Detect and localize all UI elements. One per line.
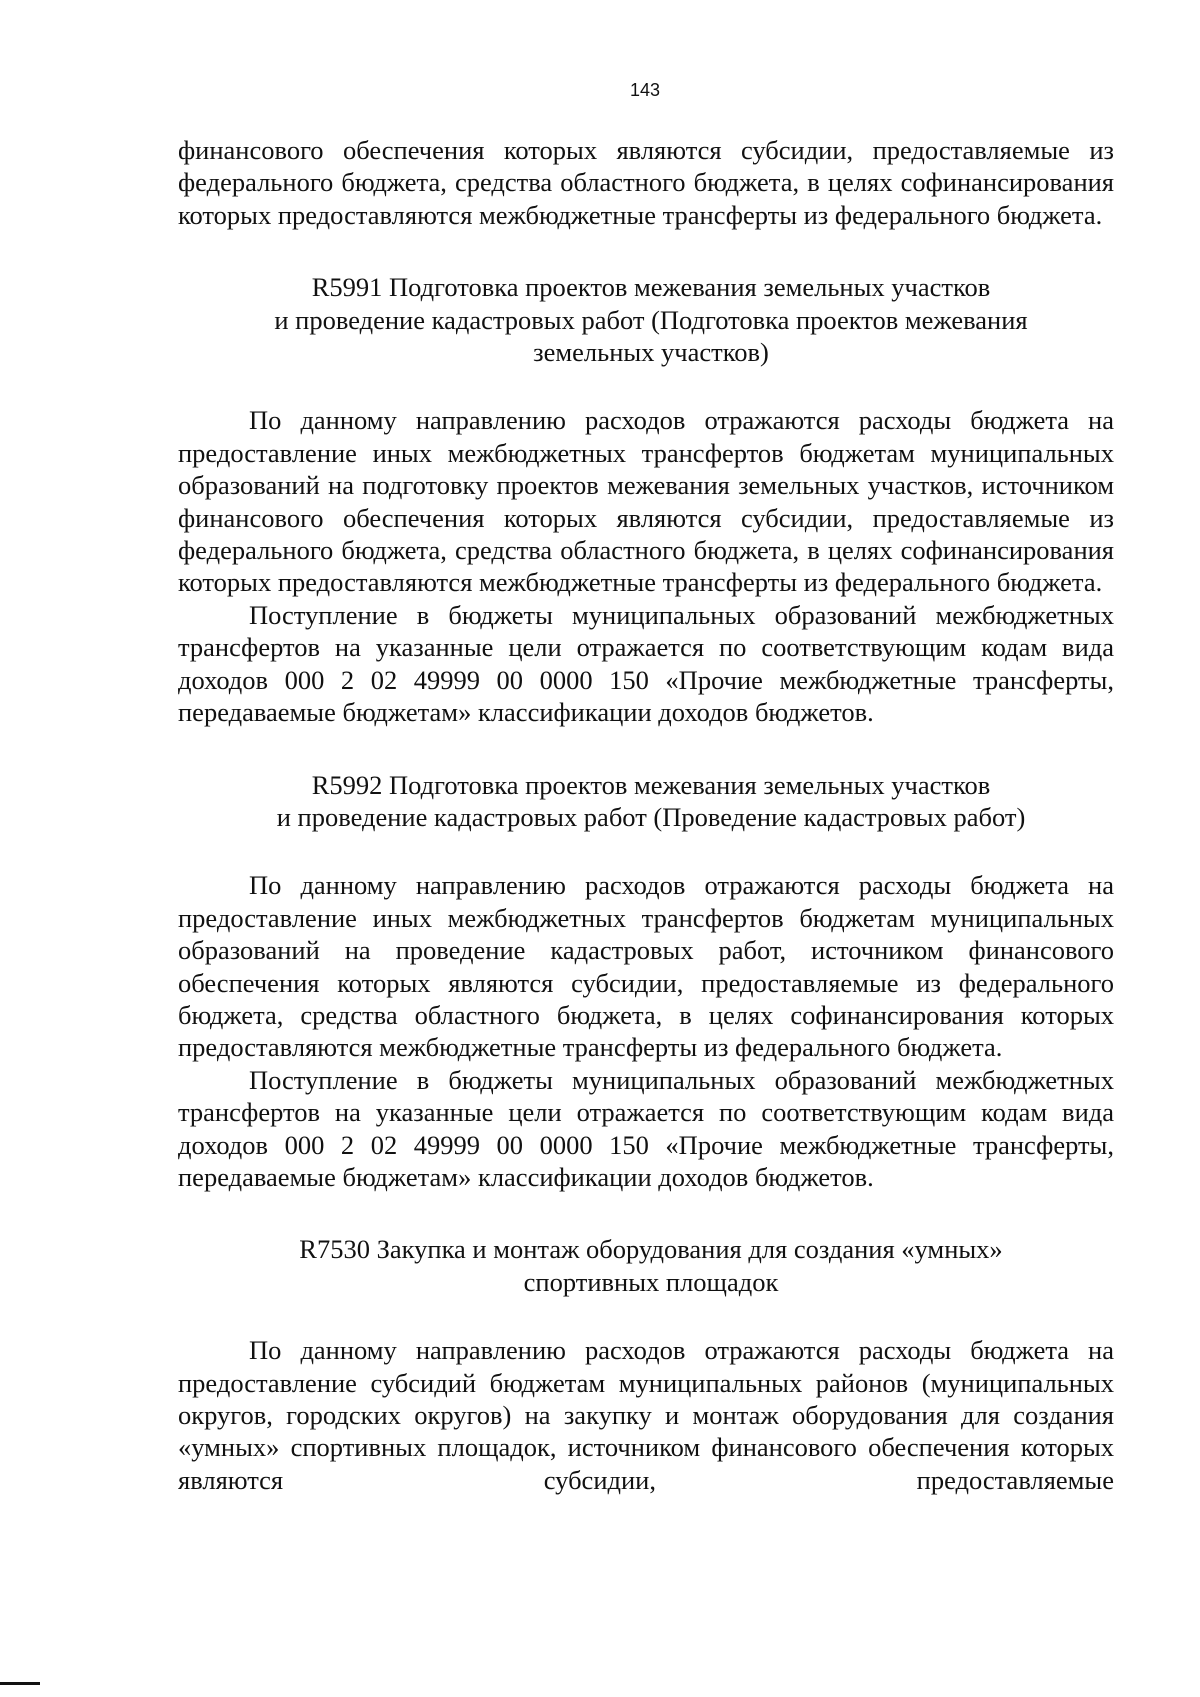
heading-line: R7530 Закупка и монтаж оборудования для создания «умных» — [299, 1234, 1003, 1265]
paragraph: По данному направлению расходов отражаются расходы бюджета на предоставление субсидий бюджетам муниципальных районов (муниципальных округов, городских округов) на закупку и монтаж оборудования для создания «умных» спортивных площадок, источником финансового обеспечения которых являются субсидии, предоставляемые — [178, 1335, 1114, 1495]
paragraph: По данному направлению расходов отражаются расходы бюджета на предоставление иных межбюджетных трансфертов бюджетам муниципальных образований на проведение кадастровых работ, источником финансового обеспечения которых являются субсидии, предоставляемые из федерального бюджета, средства областного бюджета, в целях софинансирования которых предоставляются межбюджетные трансферты из федерального бюджета. — [178, 870, 1114, 1063]
intro-paragraph: финансового обеспечения которых являются субсидии, предоставляемые из федерального бюджета, средства областного бюджета, в целях софинансирования которых предоставляются межбюджетные трансферты из федерального бюджета. — [178, 135, 1114, 230]
page-number: 143 — [629, 80, 661, 100]
heading-line: R5992 Подготовка проектов межевания земельных участков — [311, 769, 991, 800]
paragraph: Поступление в бюджеты муниципальных образований межбюджетных трансфертов на указанные цели отражается по соответствующим кодам вида доходов 000 2 02 49999 00 0000 150 «Прочие межбюджетные трансферты, передаваемые бюджетам» классификации доходов бюджетов. — [178, 1064, 1114, 1192]
section-heading-r5991 — [178, 271, 1114, 368]
section-heading-r7530 — [178, 1233, 1114, 1298]
heading-line: и проведение кадастровых работ (Проведение кадастровых работ) — [276, 801, 1026, 832]
heading-line: R5991 Подготовка проектов межевания земельных участков — [311, 272, 991, 303]
scan-edge-mark — [0, 1682, 40, 1685]
heading-line: земельных участков) — [533, 337, 769, 368]
heading-line: и проведение кадастровых работ (Подготовка проектов межевания — [274, 304, 1028, 335]
heading-line: спортивных площадок — [523, 1266, 779, 1297]
paragraph: Поступление в бюджеты муниципальных образований межбюджетных трансфертов на указанные цели отражается по соответствующим кодам вида доходов 000 2 02 49999 00 0000 150 «Прочие межбюджетные трансферты, передаваемые бюджетам» классификации доходов бюджетов. — [178, 599, 1114, 728]
paragraph: По данному направлению расходов отражаются расходы бюджета на предоставление иных межбюджетных трансфертов бюджетам муниципальных образований на подготовку проектов межевания земельных участков, источником финансового обеспечения которых являются субсидии, предоставляемые из федерального бюджета, средства областного бюджета, в целях софинансирования которых предоставляются межбюджетные трансферты из федерального бюджета. — [178, 405, 1114, 598]
section-heading-r5992 — [178, 769, 1114, 834]
document-body — [178, 134, 1114, 1496]
